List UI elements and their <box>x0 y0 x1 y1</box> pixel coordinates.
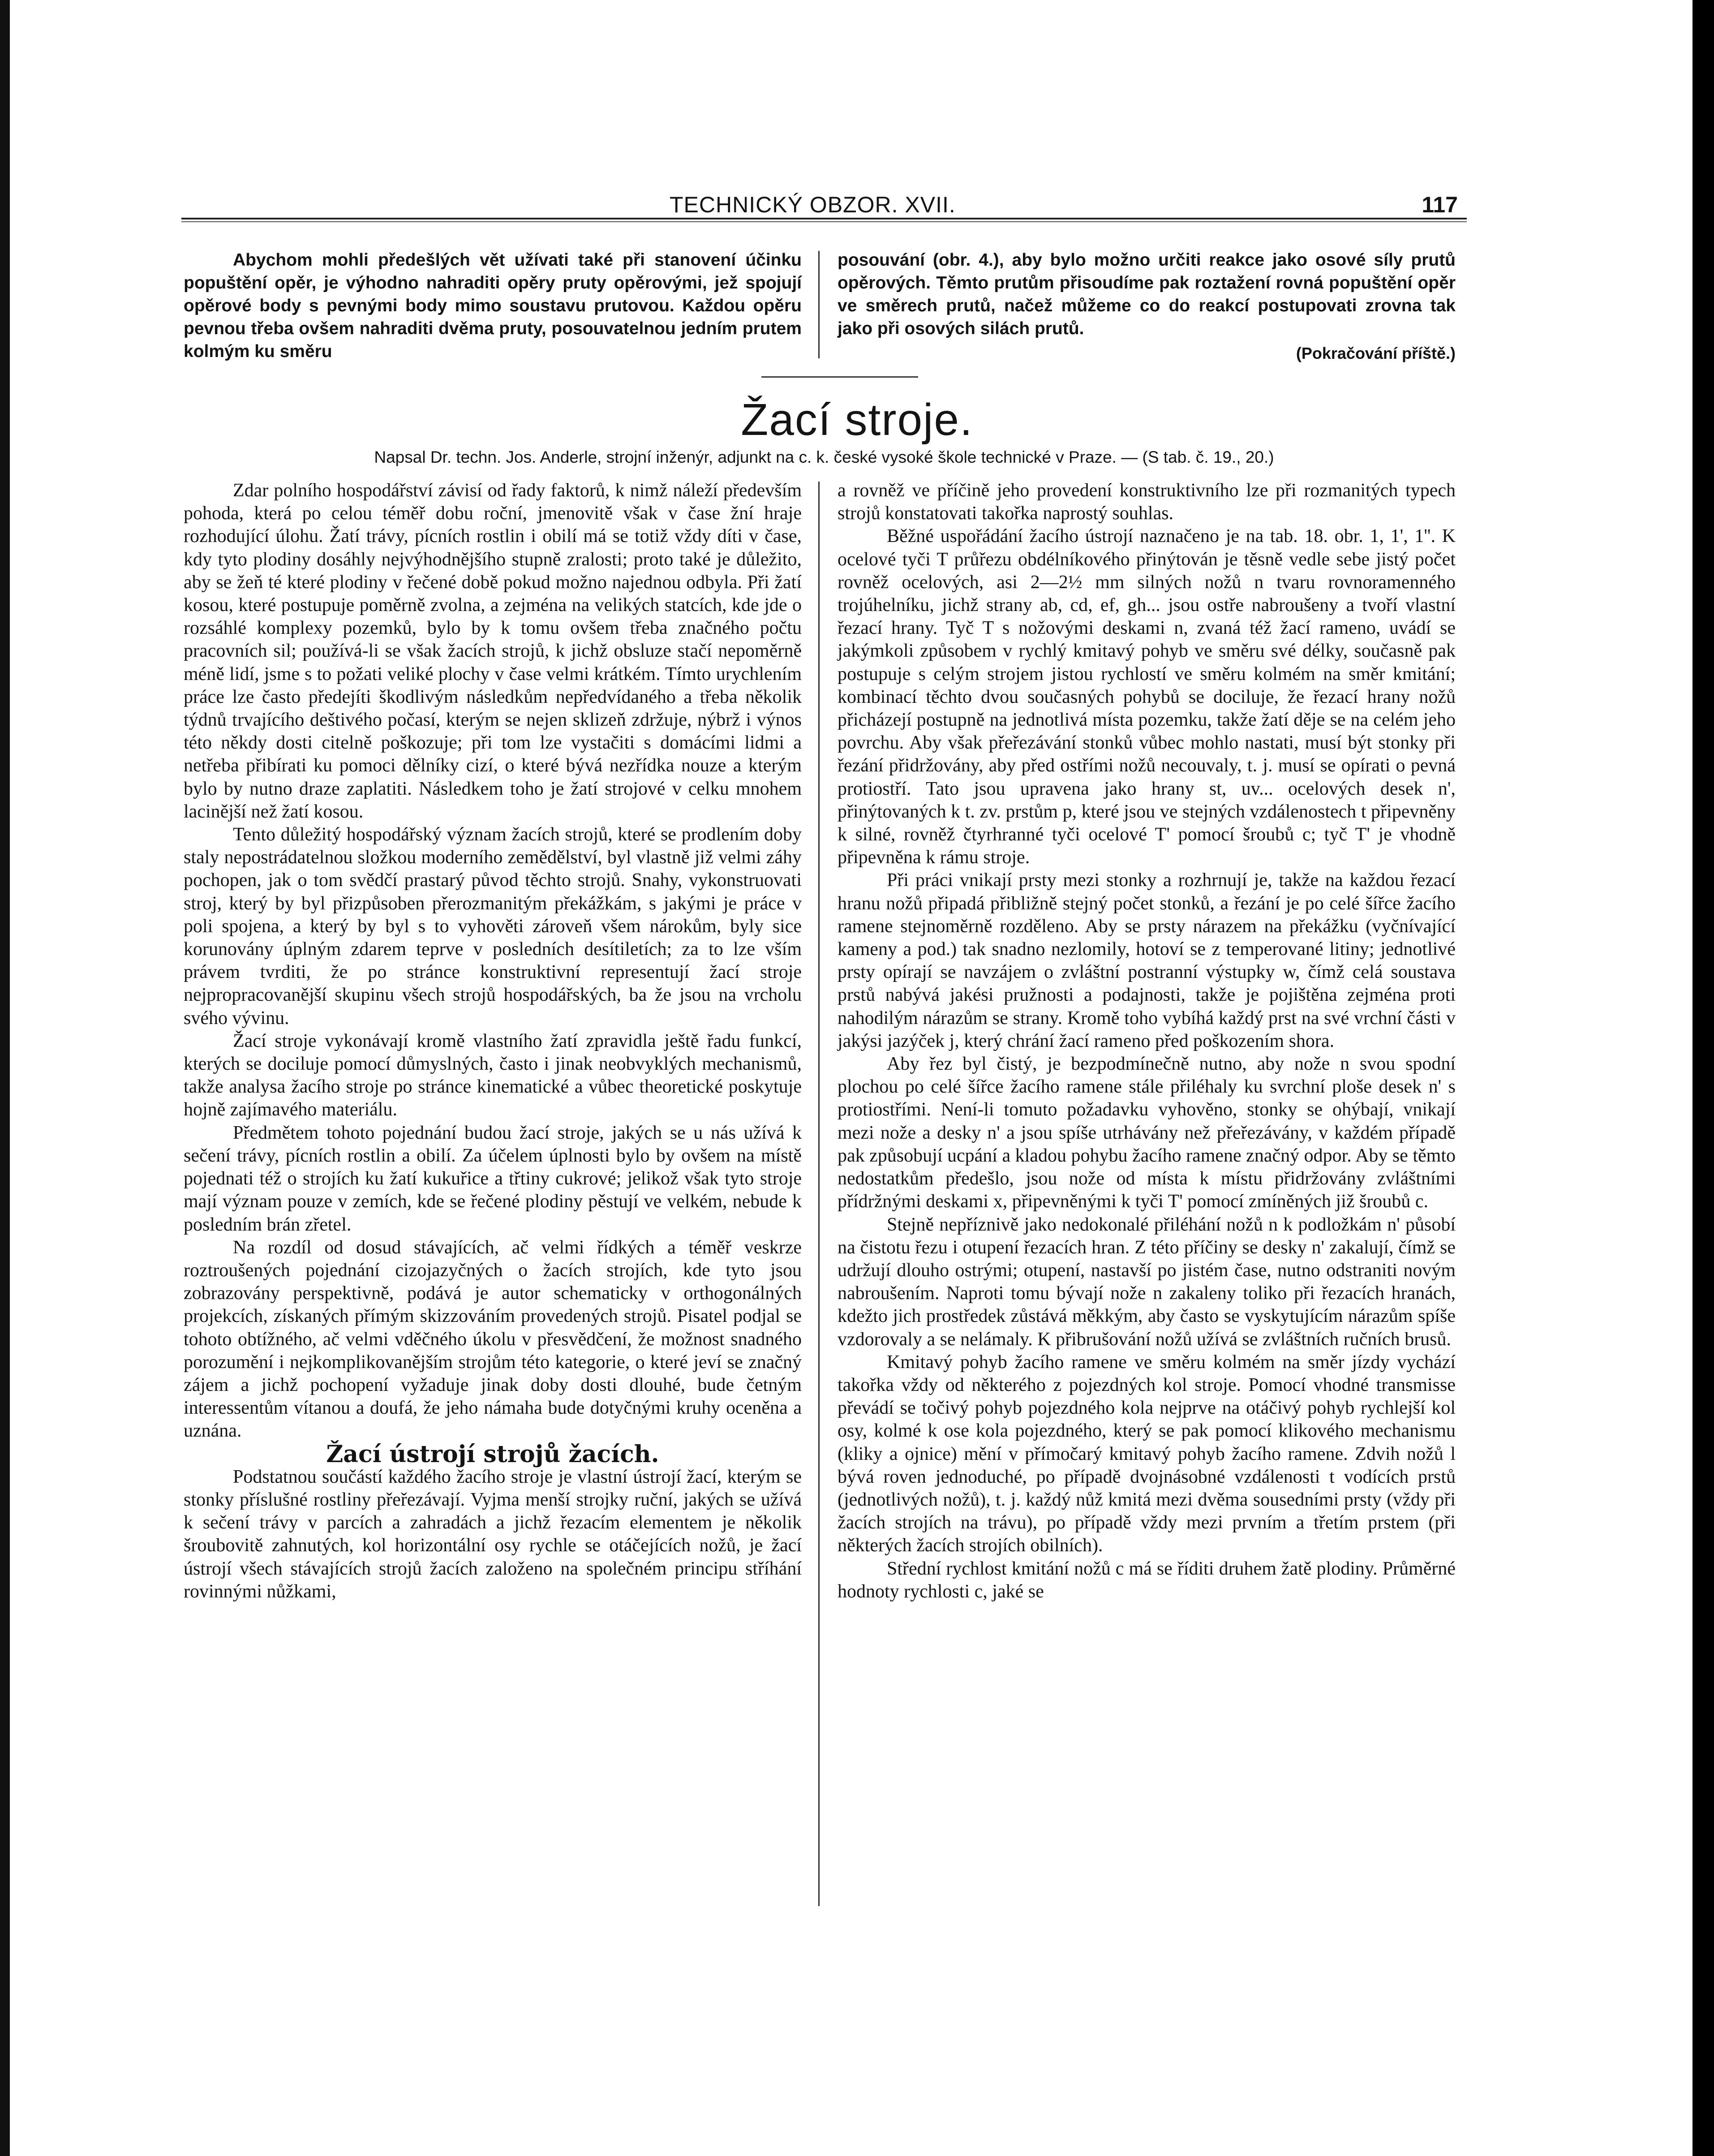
paragraph: Při práci vnikají prsty mezi stonky a rozhrnují je, takže na každou řezací hranu nožů připadá přibližně stejný počet stonků, a řezání je po celé šířce žacího ramene stejnoměrně rozděleno. Aby se prsty nárazem na překážku (vyčnívající kameny a pod.) tak snadno nezlomily, hotoví se z temperované litiny; jednotlivé prsty opírají se navzájem o zvláštní postranní výstupky w, čímž celá soustava prstů nabývá jakési pružnosti a podajnosti, takže je pojištěna zejména proti nahodilým nárazům se strany. Kromě toho vybíhá každý prst na své vrchní části v jakýsi jazýček j, který chrání žací rameno před poškozením shora. <box>838 870 1456 1051</box>
right-column <box>838 479 1456 1603</box>
paragraph: Na rozdíl od dosud stávajících, ač velmi řídkých a téměř veskrze roztroušených pojednání cizojazyčných o žacích strojích, kde tyto jsou zobrazovány perspektivně, podává je autor schematicky v orthogonálných projekcích, získaných přímým skizzováním provedených strojů. Pisatel podjal se tohoto obtížného, ač velmi vděčného úkolu v přesvědčení, že možnost snadného porozumění i nejkomplikovanějším strojům této kategorie, o které jeví se značný zájem a jichž pochopení vyžaduje jinak doby dosti dlouhé, bude četným interessentům vítanou a doufá, že jeho námaha bude dotyčnými kruhy oceněna a uznána. <box>184 1237 802 1442</box>
page-number: 117 <box>1422 192 1458 217</box>
scan-left-edge <box>0 0 10 2156</box>
prev-article-left <box>184 249 802 363</box>
paragraph: Podstatnou součástí každého žacího stroje je vlastní ústrojí žací, kterým se stonky příslušné rostliny přeřezávají. Vyjma menší strojky ruční, jakých se užívá k sečení trávy v parcích a zahradách a jichž řezacím elementem je několik šroubovitě zahnutých, kol horizontální osy rychle se otáčejících nožů, je žací ústrojí všech stávajících strojů žacích založeno na společném principu stříhání rovinnými nůžkami, <box>184 1466 802 1602</box>
prev-article-right <box>838 249 1456 365</box>
section-heading: Žací ústrojí strojů žacích. <box>326 1440 659 1468</box>
article-separator <box>761 376 918 378</box>
column-divider-top <box>818 251 820 358</box>
header-rule-thin <box>181 221 1467 222</box>
prev-article-left-text: Abychom mohli předešlých vět užívati také při stanovení účinku popuštění opěr, je výhodno nahraditi opěry pruty opěrovými, jež spojují opěrové body s pevnými body mimo soustavu prutovou. Každou opěru pevnou třeba ovšem nahraditi dvěma pruty, posouvatelnou jedním prutem kolmým ku směru <box>184 250 802 361</box>
paragraph: Předmětem tohoto pojednání budou žací stroje, jakých se u nás užívá k sečení trávy, pícních rostlin a obilí. Za účelem úplnosti bylo by ovšem na místě pojednati též o strojích ku žatí kukuřice a třtiny cukrové; jelikož však tyto stroje mají význam pouze v zemích, kde se řečené plodiny pěstují ve velkém, nebude k posledním brán zřetel. <box>184 1122 802 1235</box>
prev-article-right-text: posouvání (obr. 4.), aby bylo možno určiti reakce jako osové síly prutů opěrových. Těmto prutům přisoudíme pak roztažení rovná popuštění opěr ve směrech prutů, načež můžeme co do reakcí postupovati zrovna tak jako při osových silách prutů. <box>838 250 1456 338</box>
journal-title: TECHNICKÝ OBZOR. XVII. <box>670 192 956 217</box>
left-column <box>184 479 802 1603</box>
paragraph: Žací stroje vykonávají kromě vlastního žatí zpravidla ještě řadu funkcí, kterých se dociluje pomocí důmyslných, často i jinak neobvyklých mechanismů, takže analysa žacího stroje po stránce kinematické a vůbec theoretické poskytuje hojně zajímavého materiálu. <box>184 1030 802 1120</box>
paragraph: Tento důležitý hospodářský význam žacích strojů, které se prodlením doby staly nepostrádatelnou složkou moderního zemědělství, byl vlastně již velmi záhy pochopen, jak o tom svědčí prastarý původ těchto strojů. Snahy, vykonstruovati stroj, který by byl přizpůsoben přerozmanitým překážkám, s jakými je práce v poli spojena, a který by byl s to vyhověti zároveň všem nárokům, byly sice korunovány úplným zdarem teprve v posledních desítiletích; za to lze vším právem tvrditi, že po stránce konstruktivní representují žací stroje nejpropracovanější skupinu všech strojů hospodářských, ba že jsou na vrcholu svého vývinu. <box>184 824 802 1029</box>
scan-right-edge <box>1693 0 1714 2156</box>
paragraph: Kmitavý pohyb žacího ramene ve směru kolmém na směr jízdy vychází takořka vždy od některého z pojezdných kol stroje. Pomocí vhodné transmisse převádí se točivý pohyb pojezdného kola nejprve na otáčivý pohyb rychlejší kol osy, kolmé k ose kola pojezdného, který se pak pomocí klikového mechanismu (kliky a ojnice) mění v přímočarý kmitavý pohyb žacího ramene. Zdvih nožů l bývá roven jednoduché, po případě dvojnásobné vzdálenosti t vodících prstů (jednotlivých nožů), t. j. každý nůž kmitá mezi dvěma sousedními prsty (vždy při žacích strojích na trávu), po případě vždy mezi prvním a třetím prstem (při některých žacích strojích obilních). <box>838 1351 1456 1556</box>
paragraph: Zdar polního hospodářství závisí od řady faktorů, k nimž náleží především pohoda, která po celou téměř dobu roční, jmenovitě však v čase žní hraje rozhodující úlohu. Žatí trávy, pícních rostlin i obilí má se totiž vždy díti v čase, kdy tyto plodiny dosáhly nejvýhodnějšího stupně zralosti; proto také je důležito, aby se žeň té které plodiny v řečené době pokud možno najednou odbyla. Při žatí kosou, které postupuje poměrně zvolna, a zejména na velikých statcích, kde jde o rozsáhlé komplexy pozemků, bylo by k tomu ovšem třeba značného počtu pracovních sil; používá-li se však žacích strojů, k jichž obsluze stačí nepoměrně méně lidí, jsme s to požati veliké plochy v čase velmi krátkém. Tímto urychlením práce lze často předejíti škodlivým následkům nepředvídaného a třeba několik týdnů trvajícího deštivého počasí, kterým se nejen sklizeň zdržuje, nýbrž i výnos této někdy dosti citelně poškozuje; při tom lze vystačiti s domácími lidmi a netřeba přibírati ku pomoci dělníky cizí, o které bývá nezřídka nouze a kterým bylo by nutno draze zaplatiti. Následkem toho je žatí strojové v celku mnohem lacinější než žatí kosou. <box>184 480 802 822</box>
paragraph: a rovněž ve příčině jeho provedení konstruktivního lze při rozmanitých typech strojů konstatovati takořka naprostý souhlas. <box>838 480 1456 524</box>
paragraph: Střední rychlost kmitání nožů c má se říditi druhem žatě plodiny. Průměrné hodnoty rychlosti c, jaké se <box>838 1558 1456 1602</box>
article-byline: Napsal Dr. techn. Jos. Anderle, strojní inženýr, adjunkt na c. k. české vysoké škole technické v Praze. — (S tab. č. 19., 20.) <box>374 448 1274 466</box>
page-header <box>181 192 1467 223</box>
article-title: Žací stroje. <box>741 395 973 445</box>
paragraph: Aby řez byl čistý, je bezpodmínečně nutno, aby nože n svou spodní plochou po celé šířce žacího ramene stále přiléhaly ku svrchní ploše desek n' s protiostřími. Není-li tomuto požadavku vyhověno, stonky se ohýbají, vnikají mezi nože a desky n' a jsou spíše utrhávány než přeřezávány, v každém případě pak způsobují ucpání a kladou pohybu žacího ramene značný odpor. Aby se těmto nedostatkům předešlo, jsou nože od místa k místu přidržovány zvláštními přídržnými deskami x, připevněnými k tyči T' pomocí zmíněných již šroubů c. <box>838 1054 1456 1212</box>
header-rule <box>181 218 1467 219</box>
column-divider <box>818 482 820 1906</box>
paragraph: Stejně nepříznivě jako nedokonalé přiléhání nožů n k podložkám n' působí na čistotu řezu i otupení řezacích hran. Z této příčiny se desky n' zakalují, čímž se udržují dlouho ostrými; otupení, nastavší po jistém čase, nutno odstraniti novým nabroušením. Naproti tomu bývají nože n zakaleny toliko při řezacích hranách, kdežto jich prostředek zůstává měkkým, aby často se vyskytujícím nárazům spíše vzdorovaly a se nelámaly. K přibrušování nožů užívá se zvláštních ručních brusů. <box>838 1214 1456 1350</box>
paragraph: Běžné uspořádání žacího ústrojí naznačeno je na tab. 18. obr. 1, 1', 1''. K ocelové tyči T průřezu obdélníkového přinýtován je těsně vedle sebe jistý počet rovněž ocelových, asi 2—2½ mm silných nožů n tvaru rovnoramenného trojúhelníku, jichž strany ab, cd, ef, gh... jsou ostře nabroušeny a tvoří vlastní řezací hrany. Tyč T s nožovými deskami n, zvaná též žací rameno, uvádí se jakýmkoli způsobem v rychlý kmitavý pohyb ve směru své délky, současně pak postupuje s celým strojem jistou rychlostí ve směru kolmém na směr kmitání; kombinací těchto dvou současných pohybů se dociluje, že řezací hrany nožů přicházejí postupně na jednotlivá místa pozemku, takže žatí děje se na celém jeho povrchu. Aby však přeřezávání stonků vůbec mohlo nastati, musí být stonky při řezání přidržovány, aby před ostřími nožů necouvaly, t. j. musí se opírati o pevná protiostří. Tato jsou upravena jako hrany st, uv... ocelových desek n', přinýtovaných k t. zv. prstům p, které jsou ve stejných vzdálenostech t připevněny k silné, rovněž čtyrhranné tyči ocelové T' pomocí šroubů c; tyč T' je vhodně připevněna k rámu stroje. <box>838 526 1456 868</box>
continued-note: (Pokračování příště.) <box>1296 344 1456 362</box>
